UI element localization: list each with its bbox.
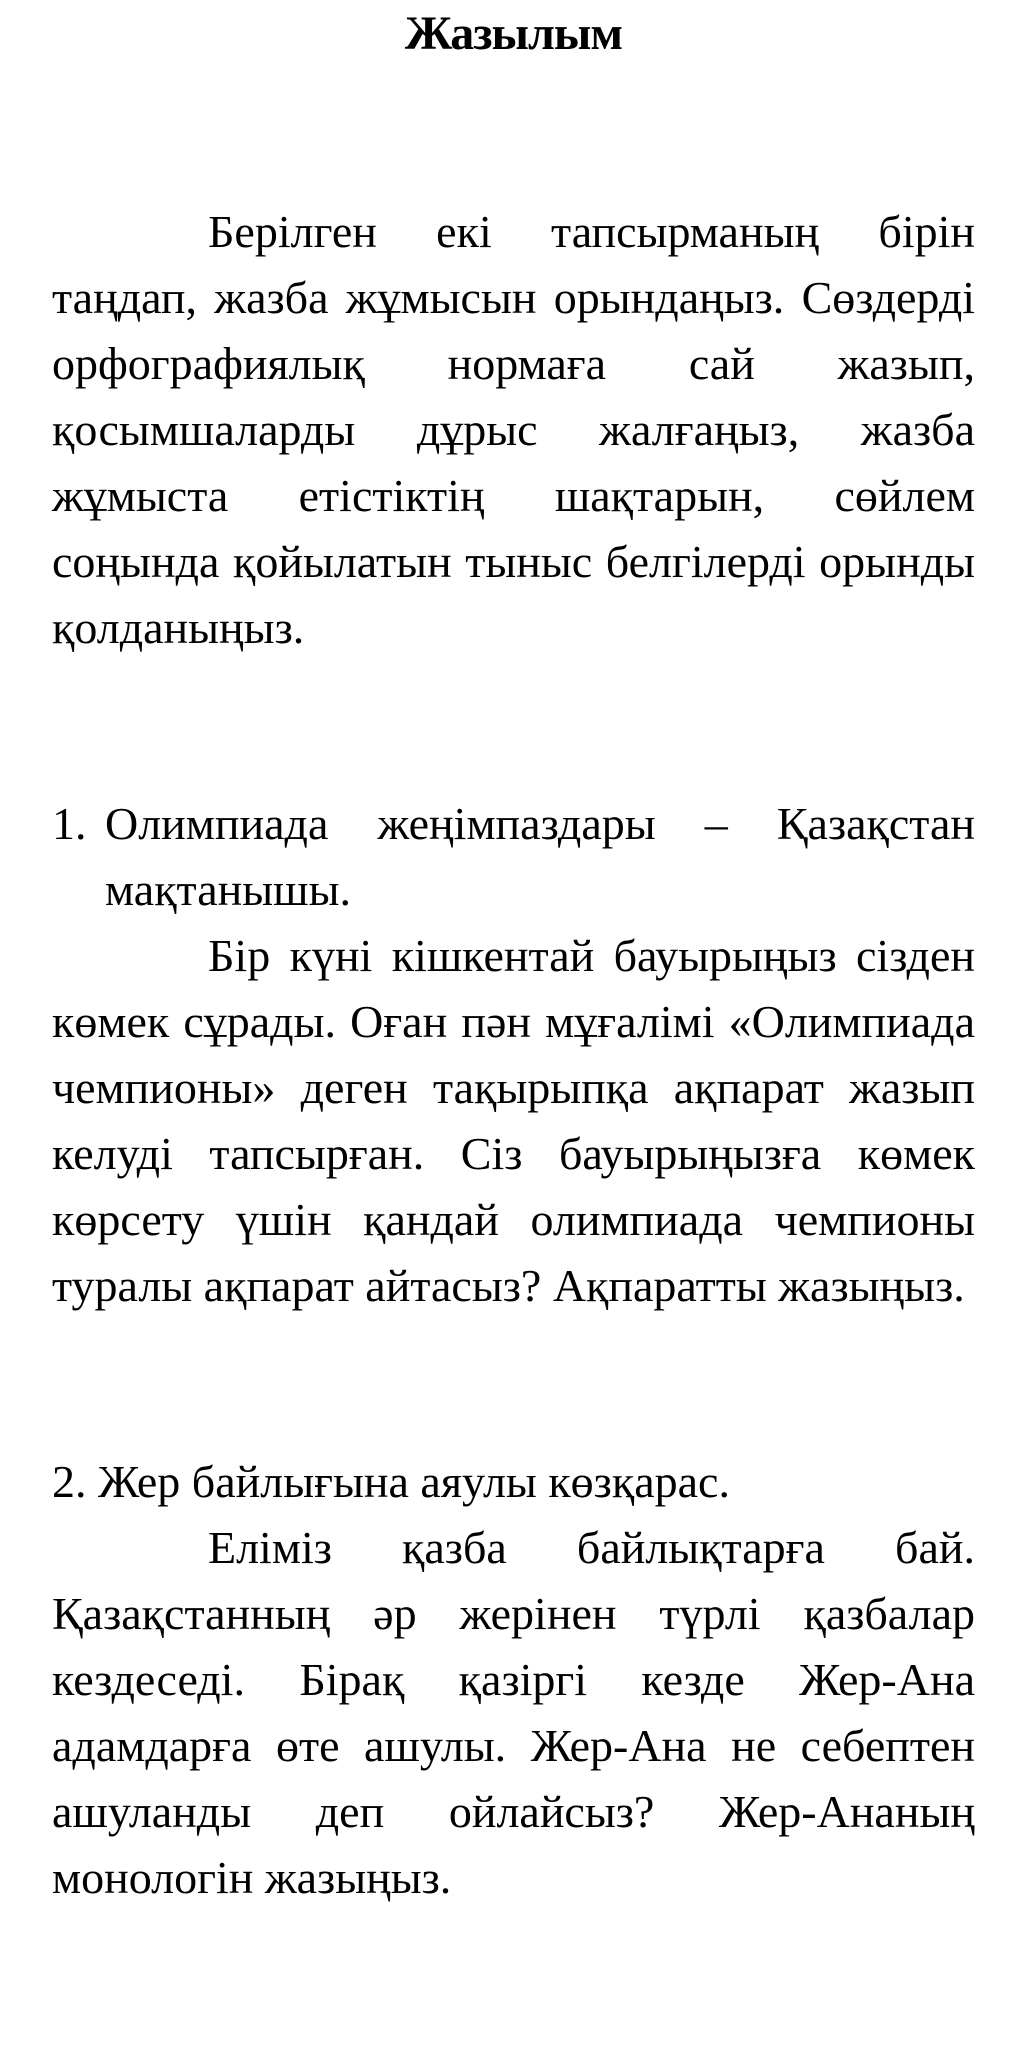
task-1	[52, 791, 975, 1319]
task-2	[52, 1449, 975, 1911]
task-1-body: Бір күні кішкентай бауырыңыз сізден көмек сұрады. Оған пән мұғалімі «Олимпиада чемпионы» деген тақырыпқа ақпарат жазып келуді тапсырған. Сіз бауырыңызға көмек көрсету үшін қандай олимпиада чемпионы туралы ақпарат айтасыз? Ақпаратты жазыңыз.	[52, 930, 975, 1311]
task-1-heading-row	[52, 791, 975, 923]
instructions-paragraph: Берілген екі тапсырманың бірін таңдап, жазба жұмысын орындаңыз. Сөздерді орфографиялық нормаға сай жазып, қосымшаларды дұрыс жалғаңыз, жазба жұмыста етістіктің шақтарын, сөйлем соңында қойылатын тыныс белгілерді орынды қолданыңыз.	[52, 206, 975, 653]
task-2-heading: Жер байлығына аяулы көзқарас.	[98, 1456, 730, 1507]
task-1-number: 1.	[52, 798, 87, 849]
task-2-heading-row	[52, 1449, 975, 1515]
task-2-number: 2.	[52, 1456, 87, 1507]
document-page	[0, 6, 1027, 2054]
task-2-body: Еліміз қазба байлықтарға бай. Қазақстанның әр жерінен түрлі қазбалар кездеседі. Бірақ қазіргі кезде Жер-Ана адамдарға өте ашулы. Жер-Ана не себептен ашуланды деп ойлайсыз? Жер-Ананың монологін жазыңыз.	[52, 1522, 975, 1903]
task-1-heading: Олимпиада жеңімпаздары – Қазақстан мақтанышы.	[105, 798, 975, 915]
document-title: Жазылым	[404, 7, 623, 60]
